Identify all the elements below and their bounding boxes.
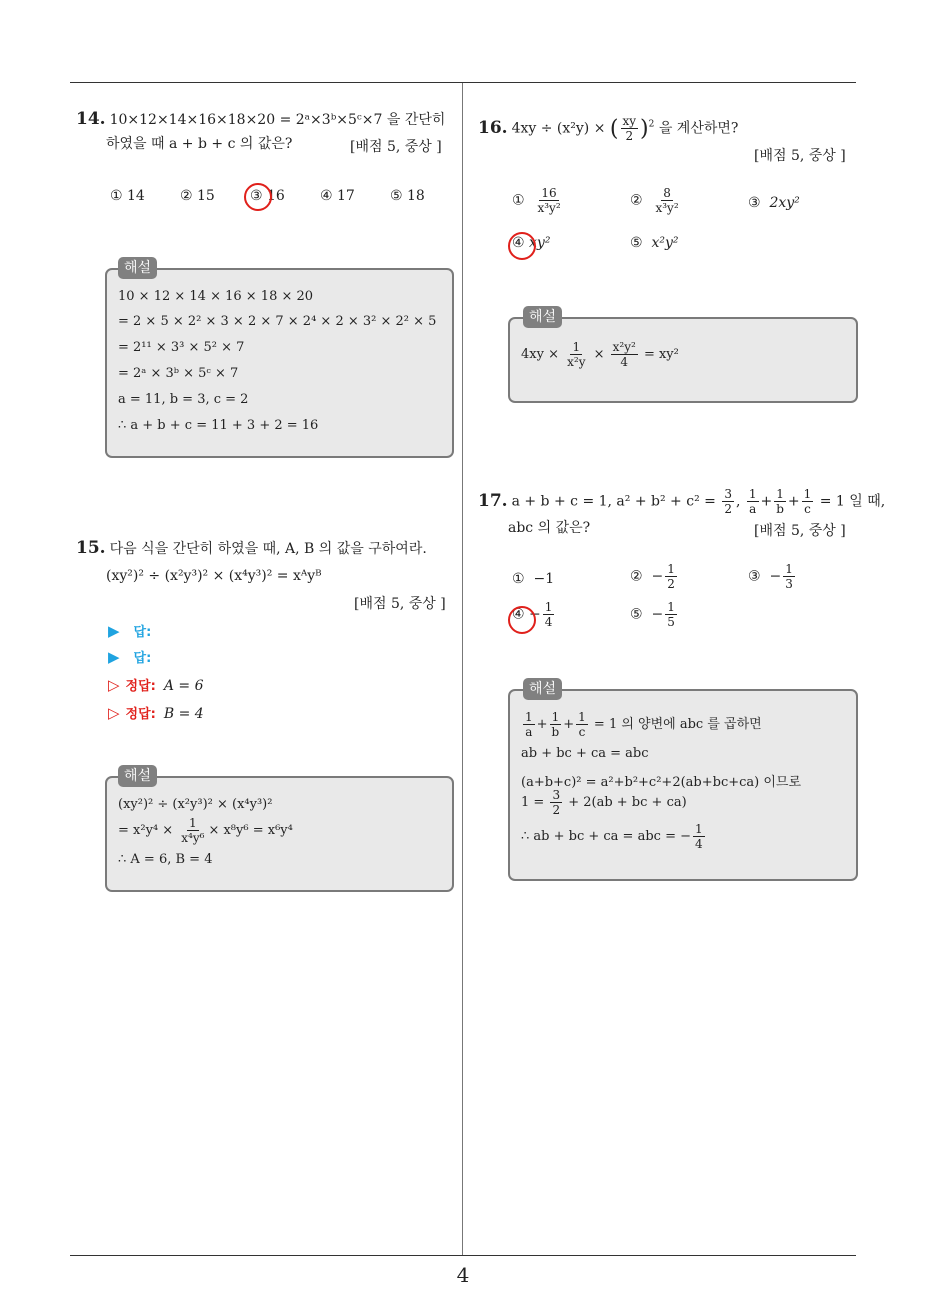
q17-choice-5[interactable]: ⑤ − $\frac{1}{5}$ — [630, 600, 675, 629]
q16-solution-tag: 해설 — [523, 306, 562, 328]
q14-meta: [배점 5, 중상 ] — [350, 139, 442, 155]
play-icon: ▶ — [108, 648, 120, 666]
q14-selected-mark — [244, 183, 272, 211]
q14-line2: 하였을 때 a + b + c 의 값은? — [106, 136, 293, 152]
q17-solution-line: ∴ ab + bc + ca = abc = − $\frac{1}{4}$ — [521, 822, 703, 851]
q14-choice-4[interactable]: ④ 17 — [320, 188, 355, 204]
q15-solution-tag: 해설 — [118, 765, 157, 787]
q15-correct-b: B = 4 — [163, 706, 204, 722]
column-divider — [462, 83, 463, 1255]
q17-line1: 17. a + b + c = 1, a² + b² + c² = $\frac{3}{2}$ , $\frac{1}{a}$ + $\frac{1}{b}$ + $\frac{1}{c}$ = 1 일 때, — [478, 487, 886, 516]
q17-solution-line: ab + bc + ca = abc — [521, 746, 649, 761]
q15-answer-label: 답: — [133, 651, 152, 666]
q14-choice-2[interactable]: ② 15 — [180, 188, 215, 204]
q17-line2: abc 의 값은? — [508, 520, 591, 536]
q17-meta: [배점 5, 중상 ] — [754, 523, 846, 539]
page-number: 4 — [456, 1263, 470, 1287]
q15-solution-line: = x²y⁴ × $\frac{1}{\text{x⁴y⁶}}$ × x⁸y⁶ = x⁶y⁴ — [118, 816, 293, 845]
q15-line1 — [76, 537, 427, 560]
q15-solution-line: ∴ A = 6, B = 4 — [118, 852, 213, 867]
q14-number: 14. — [76, 109, 106, 129]
q14-choice-3[interactable]: ③ 16 — [250, 188, 285, 204]
q17-choice-3[interactable]: ③ − $\frac{1}{3}$ — [748, 562, 793, 591]
q16-selected-mark — [508, 232, 536, 260]
q15-stem: 다음 식을 간단히 하였을 때, A, B 의 값을 구하여라. — [109, 541, 427, 557]
header-rule — [70, 82, 856, 83]
q15-correct-label: 정답: — [125, 679, 156, 694]
q17-solution-line: (a+b+c)² = a²+b²+c²+2(ab+bc+ca) 이므로 — [521, 775, 802, 790]
q17-number: 17. — [478, 490, 508, 511]
q17-solution-tag: 해설 — [523, 678, 562, 700]
q17-solution-line: $\frac{1}{a}$ + $\frac{1}{b}$ + $\frac{1}{c}$ = 1 의 양변에 abc 를 곱하면 — [525, 710, 762, 739]
q17-choice-4[interactable]: ④ − $\frac{1}{4}$ — [512, 600, 553, 629]
q15-correct-row-1 — [108, 675, 204, 694]
footer-rule — [70, 1255, 856, 1256]
q14-solution-line: = 2¹¹ × 3³ × 5² × 7 — [118, 340, 245, 355]
q15-answer-label: 답: — [133, 625, 152, 640]
play-icon: ▶ — [108, 622, 120, 640]
q15-number: 15. — [76, 538, 106, 558]
fraction: $\frac{xy}{2}$ — [622, 114, 637, 143]
q14-solution-line: a = 11, b = 3, c = 2 — [118, 392, 249, 407]
fraction: $\frac{1}{\text{x⁴y⁶}}$ — [181, 816, 205, 845]
q17-solution-line: 1 = $\frac{3}{2}$ + 2(ab + bc + ca) — [521, 788, 687, 817]
outline-triangle-icon: ▷ — [108, 704, 120, 722]
q14-solution-line: ∴ a + b + c = 11 + 3 + 2 = 16 — [118, 418, 319, 433]
q15-answer-row-1 — [108, 621, 151, 640]
q16-choice-3[interactable]: ③ 2xy² — [748, 195, 800, 211]
q14-choice-1[interactable]: ① 14 — [110, 188, 145, 204]
q17-choice-1[interactable]: ① −1 — [512, 571, 555, 587]
q14-solution-line: = 2 × 5 × 2² × 3 × 2 × 7 × 2⁴ × 2 × 3² × 2² × 5 — [118, 314, 437, 329]
q16-choice-1[interactable]: ① $\frac{16}{\text{x³y²}}$ — [512, 186, 561, 215]
q16-choice-2[interactable]: ② $\frac{8}{\text{x³y²}}$ — [630, 186, 679, 215]
q15-correct-row-2 — [108, 703, 204, 722]
q15-solution-line: (xy²)² ÷ (x²y³)² × (x⁴y³)² — [118, 797, 273, 812]
q15-correct-a: A = 6 — [163, 678, 204, 694]
q14-solution-tag: 해설 — [118, 257, 157, 279]
q16-solution-line: 4xy × $\frac{1}{\text{x²y}}$ × $\frac{\text{x²y²}}{4}$ = xy² — [521, 340, 679, 369]
q17-choice-2[interactable]: ② − $\frac{1}{2}$ — [630, 562, 675, 591]
q14-solution-line: 10 × 12 × 14 × 16 × 18 × 20 — [118, 289, 314, 304]
q16-choice-5[interactable]: ⑤ x²y² — [630, 235, 679, 251]
q15-line2: (xy²)² ÷ (x²y³)² × (x⁴y³)² = xᴬyᴮ — [106, 568, 322, 584]
q14-line1 — [76, 108, 445, 131]
q16-choice-4[interactable]: ④ xy² — [512, 235, 551, 251]
q14-solution-line: = 2ᵃ × 3ᵇ × 5ᶜ × 7 — [118, 366, 239, 381]
q15-answer-row-2 — [108, 647, 151, 666]
q15-correct-label: 정답: — [125, 707, 156, 722]
outline-triangle-icon: ▷ — [108, 676, 120, 694]
q16-number: 16. — [478, 117, 508, 138]
q15-meta: [배점 5, 중상 ] — [354, 596, 446, 612]
q17-selected-mark — [508, 606, 536, 634]
q14-stem: 10×12×14×16×18×20 = 2ᵃ×3ᵇ×5ᶜ×7 을 간단히 — [109, 112, 446, 128]
q16-line1: 16. 4xy ÷ (x²y) × ( $\frac{xy}{2}$ )$^2$ 을 계산하면? — [478, 114, 739, 143]
q16-meta: [배점 5, 중상 ] — [754, 148, 846, 164]
q14-choice-5[interactable]: ⑤ 18 — [390, 188, 425, 204]
